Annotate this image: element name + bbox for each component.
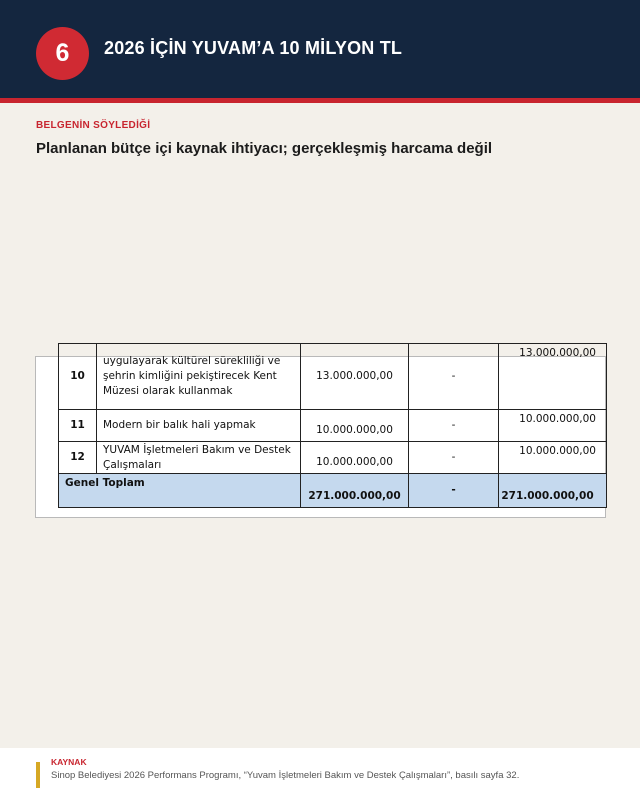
budget-table bbox=[58, 343, 607, 508]
row-total-amount: 10.000.000,00 bbox=[499, 442, 607, 474]
table-row bbox=[59, 344, 607, 410]
source-citation: Sinop Belediyesi 2026 Performans Programı, “Yuvam İşletmeleri Bakım ve Destek Çalışmaları”, basılı sayfa 32. bbox=[51, 770, 520, 781]
row-other-amount: - bbox=[409, 344, 499, 410]
row-budget-amount: 10.000.000,00 bbox=[301, 410, 409, 442]
table-row bbox=[59, 410, 607, 442]
row-budget-amount: 13.000.000,00 bbox=[301, 344, 409, 410]
total-label: Genel Toplam bbox=[59, 474, 301, 508]
row-description: YUVAM İşletmeleri Bakım ve Destek Çalışmaları bbox=[97, 442, 301, 474]
row-number: 10 bbox=[59, 344, 97, 410]
header-divider bbox=[0, 98, 640, 103]
total-budget-amount: 271.000.000,00 bbox=[301, 474, 409, 508]
section-subtitle: Planlanan bütçe içi kaynak ihtiyacı; gerçekleşmiş harcama değil bbox=[36, 140, 493, 157]
footer-accent-bar bbox=[36, 762, 40, 788]
table-row bbox=[59, 442, 607, 474]
row-description: uygulayarak kültürel sürekliliği ve şehrin kimliğini pekiştirecek Kent Müzesi olarak kullanmak bbox=[97, 344, 301, 410]
source-footer bbox=[0, 748, 640, 800]
page-title: 2026 İÇİN YUVAM’A 10 MİLYON TL bbox=[104, 38, 403, 58]
section-eyebrow: BELGENİN SÖYLEDİĞİ bbox=[36, 120, 151, 131]
row-other-amount: - bbox=[409, 442, 499, 474]
section-number-badge: 6 bbox=[36, 27, 89, 80]
total-grand-amount: 271.000.000,00 bbox=[499, 474, 607, 508]
document-excerpt bbox=[35, 347, 606, 518]
page-header bbox=[0, 0, 640, 98]
total-other-amount: - bbox=[409, 474, 499, 508]
row-budget-amount: 10.000.000,00 bbox=[301, 442, 409, 474]
row-total-amount: 10.000.000,00 bbox=[499, 410, 607, 442]
row-total-amount: 13.000.000,00 bbox=[499, 344, 607, 410]
row-number: 11 bbox=[59, 410, 97, 442]
row-description: Modern bir balık hali yapmak bbox=[97, 410, 301, 442]
source-label: KAYNAK bbox=[51, 757, 87, 767]
row-other-amount: - bbox=[409, 410, 499, 442]
table-total-row bbox=[59, 474, 607, 508]
row-number: 12 bbox=[59, 442, 97, 474]
